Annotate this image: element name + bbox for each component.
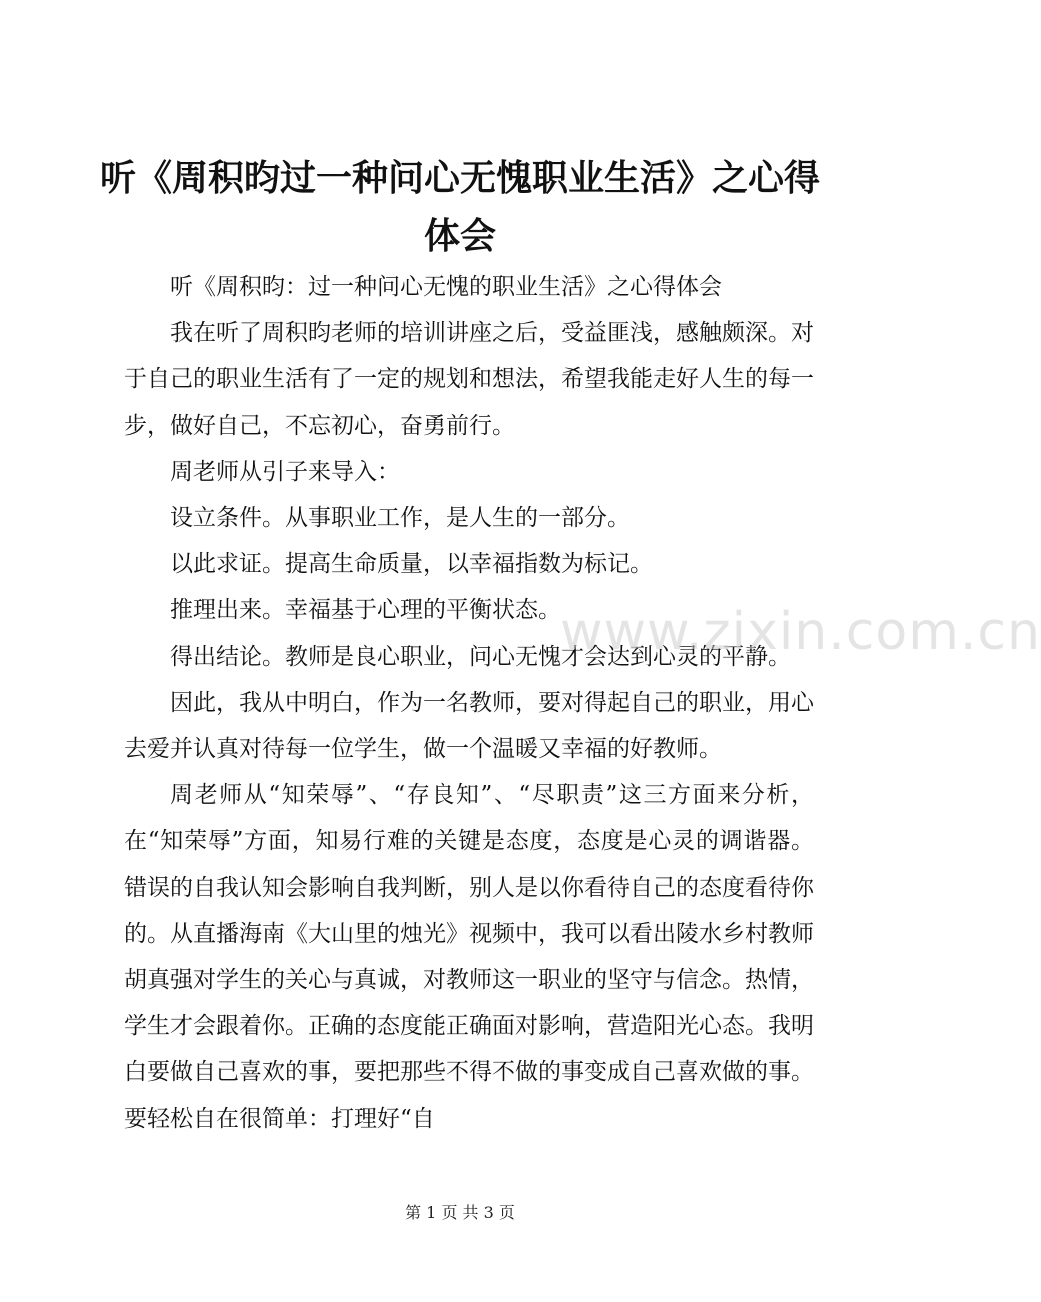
body-paragraph: 周老师从引子来导入： (170, 458, 400, 485)
body-paragraph: 因此，我从中明白，作为一名教师，要对得起自己的职业，用心去爱并认真对待每一位学生，做一个温暖又幸福的好教师。 (124, 689, 814, 763)
subtitle-paragraph: 听《周积昀：过一种问心无愧的职业生活》之心得体会 (170, 274, 722, 300)
body-paragraph: 设立条件。从事职业工作，是人生的一部分。 (170, 505, 630, 532)
body-paragraph: 以此求证。提高生命质量，以幸福指数为标记。 (170, 551, 653, 578)
document-body (124, 264, 814, 1142)
body-paragraph: 周老师从“知荣辱”、“存良知”、“尽职责”这三方面来分析，在“知荣辱”方面，知易行难的关键是态度，态度是心灵的调谐器。错误的自我认知会影响自我判断，别人是以你看待自己的态度看待你的。从直播海南《大山里的烛光》视频中，我可以看出陵水乡村教师胡真强对学生的关心与真诚，对教师这一职业的坚守与信念。热情，学生才会跟着你。正确的态度能正确面对影响，营造阳光心态。我明白要做自己喜欢的事，要把那些不得不做的事变成自己喜欢做的事。要轻松自在很简单：打理好“自 (124, 782, 814, 1132)
body-paragraph: 我在听了周积昀老师的培训讲座之后，受益匪浅，感触颇深。对于自己的职业生活有了一定的规划和想法，希望我能走好人生的每一步，做好自己，不忘初心，奋勇前行。 (124, 320, 814, 439)
watermark: www.zixin.com.cn (560, 602, 1041, 662)
body-paragraph: 推理出来。幸福基于心理的平衡状态。 (170, 597, 561, 624)
page-title: 听《周积昀过一种问心无愧职业生活》之心得体会 (100, 158, 821, 257)
body-paragraph: 得出结论。教师是良心职业，问心无愧才会达到心灵的平静。 (170, 643, 791, 670)
page-number: 第 1 页 共 3 页 (405, 1203, 515, 1222)
